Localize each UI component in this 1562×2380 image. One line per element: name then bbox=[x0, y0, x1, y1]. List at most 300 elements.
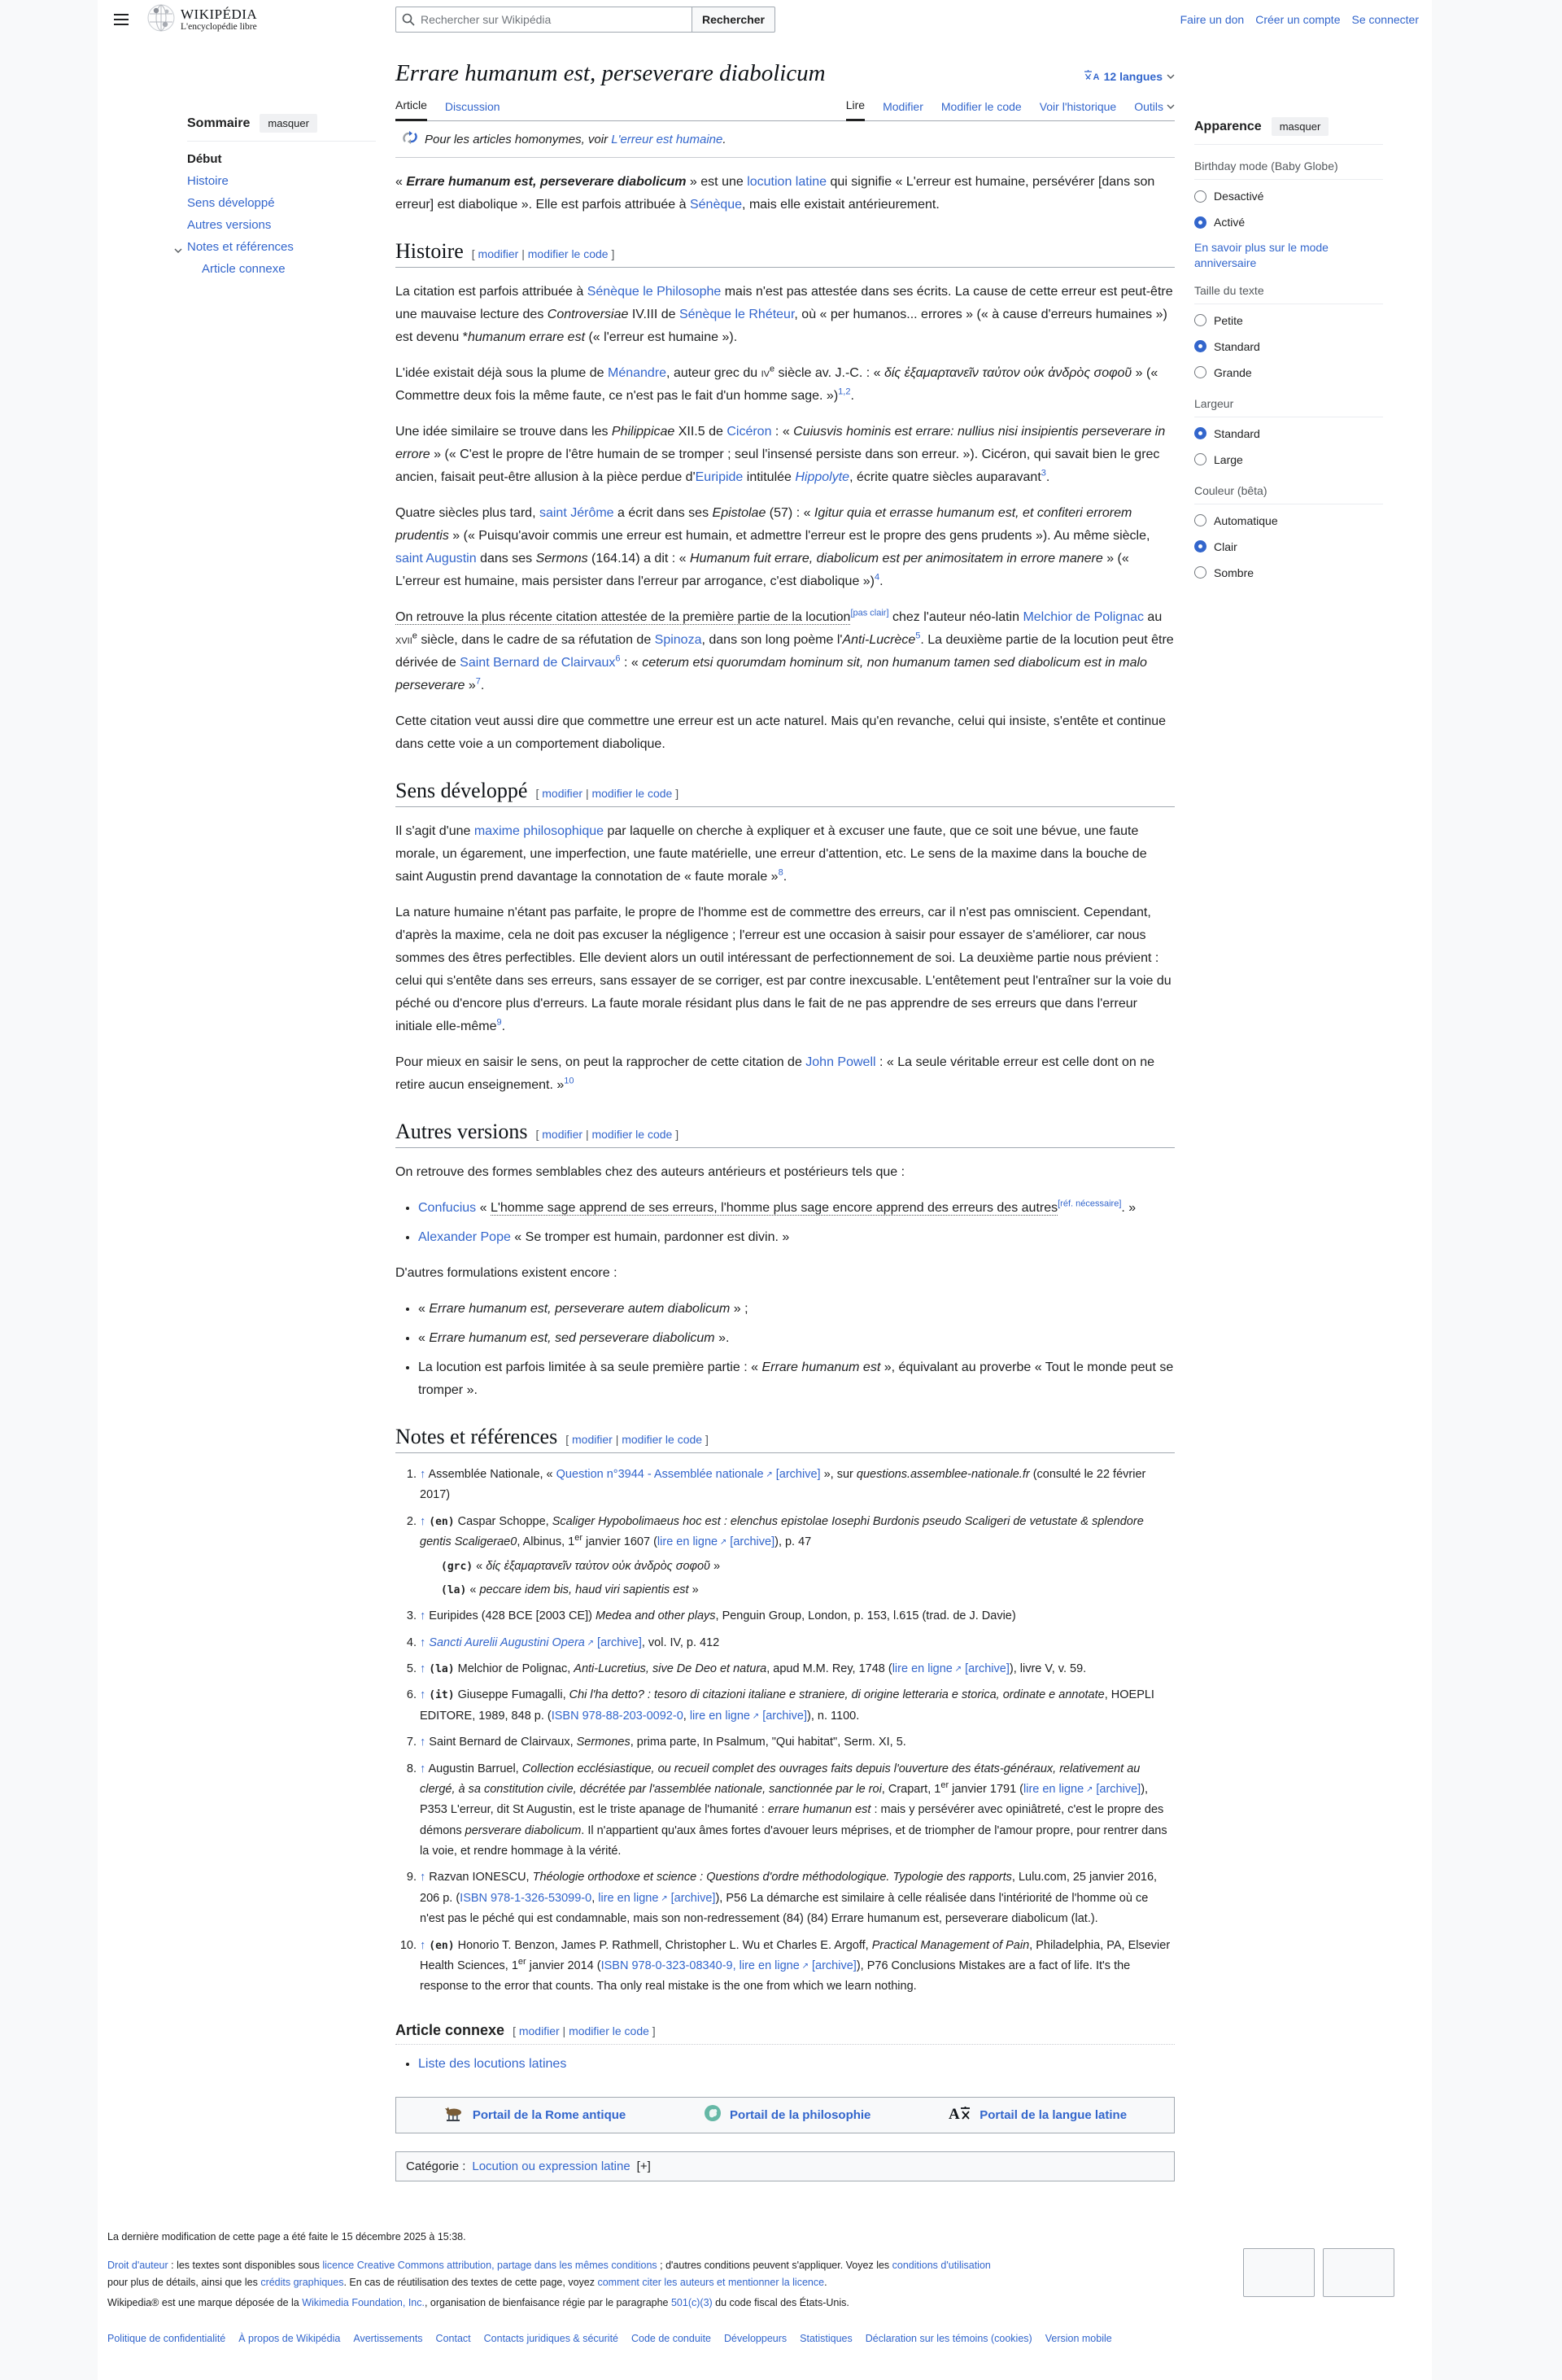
link[interactable]: ISBN 978-1-326-53099-0 bbox=[460, 1891, 592, 1905]
modifier-le-code-link[interactable]: modifier le code bbox=[622, 1433, 703, 1446]
link[interactable]: L'erreur est humaine bbox=[611, 132, 723, 146]
link[interactable]: ISBN 978-0-323-08340-9, lire en ligne bbox=[600, 1959, 800, 1972]
link[interactable]: ↗ bbox=[750, 1711, 760, 1721]
link[interactable]: ↑ bbox=[420, 1736, 430, 1749]
edit-section-links: [ modifier | modifier le code ] bbox=[471, 247, 615, 260]
link[interactable]: ↑ bbox=[420, 1871, 430, 1884]
hatnote bbox=[395, 121, 1175, 158]
text-segment: , bbox=[591, 1891, 599, 1905]
text-segment: , Crapart, 1 bbox=[881, 1782, 941, 1796]
link[interactable]: John Powell bbox=[805, 1055, 876, 1069]
appearance-title: Apparence bbox=[1194, 119, 1262, 133]
reference-item bbox=[420, 1465, 1175, 1506]
list-item bbox=[418, 2053, 1175, 2076]
link[interactable]: maxime philosophique bbox=[473, 824, 604, 838]
link[interactable]: ↗ bbox=[799, 1961, 809, 1971]
link[interactable]: 10 bbox=[564, 1076, 574, 1086]
link[interactable]: [archive] bbox=[1093, 1782, 1141, 1796]
toc-item-debut[interactable]: Début bbox=[187, 152, 222, 166]
link[interactable]: [archive] bbox=[759, 1709, 808, 1723]
link[interactable]: ↑ bbox=[420, 1688, 430, 1702]
link[interactable]: saint Augustin bbox=[395, 552, 477, 566]
wikimedia-foundation-badge[interactable] bbox=[1243, 2248, 1315, 2297]
link[interactable]: Liste des locutions latines bbox=[418, 2056, 567, 2071]
text-segment: Errare humanum est, perseverare autem diabolicum bbox=[429, 1302, 731, 1316]
text-segment: er bbox=[574, 1533, 583, 1544]
text-segment: iv bbox=[761, 366, 770, 380]
reference-item bbox=[420, 1936, 1175, 1998]
text-segment: La nature humaine n'étant pas parfaite, le propre de l'homme est de commettre des erreurs, car il n'est pas omniscient. Cependant, d'après la maxime, cela ne doit pas excuser la négligence ; l'erreur est une occasion à saisir pour essayer de s'améliorer, car nous sommes des êtres perfectibles. Elle devient alors un outil intéressant de perfectionnement de soi. La deuxième partie nous prévient : celui qui s'entête dans ses erreurs, sans essayer de se corriger, est par contre inexcusable. L'entêtement peut l'entraîner sur la voie du péché ou d'encore plus d'erreurs. La faute morale résidant plus dans le fait de ne pas apprendre de ses erreurs que dans l'erreur initiale elle-même bbox=[395, 906, 1172, 1033]
portal-langue-latine[interactable] bbox=[949, 2105, 1127, 2125]
radio-icon[interactable] bbox=[1194, 566, 1206, 579]
link[interactable]: Sancti Aurelii Augustini Opera bbox=[429, 1635, 585, 1649]
text-segment: L'homme sage apprend de ses erreurs, l'homme plus sage encore apprend des erreurs des autres bbox=[490, 1201, 1058, 1215]
link[interactable]: ↗ bbox=[763, 1470, 773, 1479]
authors-list bbox=[395, 1197, 1175, 1249]
text-segment: Pour les articles homonymes, voir bbox=[425, 132, 612, 146]
radio-icon[interactable] bbox=[1194, 366, 1206, 378]
text-segment: » (« Commettre deux fois la même faute, ce n'est pas le fait d'un homme sage. ») bbox=[395, 366, 1158, 403]
reference-item bbox=[420, 1732, 1175, 1753]
text-segment: . Il n'appartient qu'aux âmes fortes d'avouer leurs méprises, et de triompher de l'amour propre, pour rentrer dans la voie, et rendre hommage à la vérité. bbox=[420, 1823, 1167, 1858]
header bbox=[98, 0, 1432, 39]
tab-modifier[interactable]: Modifier bbox=[883, 100, 923, 113]
portal-rome-antique[interactable] bbox=[443, 2105, 626, 2125]
link[interactable]: Saint Bernard de Clairvaux bbox=[460, 656, 616, 670]
link[interactable]: 1,2 bbox=[838, 386, 851, 397]
text-segment: , apud M.M. Rey, 1748 ( bbox=[766, 1662, 892, 1675]
radio-option-large[interactable]: Large bbox=[1194, 447, 1383, 473]
modifier-link[interactable]: modifier bbox=[542, 1128, 583, 1141]
toc-item-article-connexe[interactable]: Article connexe bbox=[202, 262, 286, 276]
logo-subtitle: L'encyclopédie libre bbox=[181, 21, 257, 32]
text-segment: Cuiusvis hominis est errare: nullius nisi insipientis perseverare in errore bbox=[395, 425, 1166, 461]
footer-link-a-propos[interactable]: À propos de Wikipédia bbox=[238, 2332, 341, 2344]
link[interactable]: Ménandre bbox=[608, 366, 667, 380]
link[interactable]: ↗ bbox=[952, 1665, 962, 1674]
text-segment: δίς ἐξαμαρτανεῖν ταὐτον οὐκ ἀνδρὸς σοφοῦ bbox=[486, 1559, 711, 1573]
link[interactable]: [pas clair] bbox=[850, 608, 889, 618]
text-segment: janvier 2014 ( bbox=[526, 1959, 601, 1972]
text-segment: D'autres formulations existent encore : bbox=[395, 1266, 617, 1280]
related-articles-list bbox=[395, 2053, 1175, 2076]
edit-section-links: [ modifier | modifier le code ] bbox=[535, 787, 679, 800]
main-layout bbox=[98, 39, 1432, 2196]
link[interactable]: conditions d'utilisation bbox=[892, 2259, 991, 2271]
group-label-largeur: Largeur bbox=[1194, 386, 1383, 417]
link[interactable]: 6 bbox=[615, 653, 621, 664]
reference-item bbox=[420, 1759, 1175, 1863]
link[interactable]: lire en ligne bbox=[657, 1535, 718, 1549]
chevron-down-icon bbox=[1167, 104, 1175, 110]
text-segment: er bbox=[517, 1957, 526, 1967]
tab-lire[interactable]: Lire bbox=[846, 98, 865, 121]
text-segment: « bbox=[395, 175, 407, 189]
link[interactable]: 9 bbox=[496, 1017, 502, 1028]
text-segment: Assemblée Nationale, « bbox=[428, 1468, 556, 1481]
link[interactable]: 8 bbox=[778, 867, 783, 878]
link[interactable]: [archive] bbox=[808, 1959, 857, 1972]
link[interactable]: 5 bbox=[915, 631, 921, 641]
text-segment: e bbox=[769, 364, 775, 374]
search-input[interactable] bbox=[395, 7, 692, 33]
text-segment: , HOEPLI EDITORE, 1989, 848 p. ( bbox=[420, 1688, 1154, 1723]
link[interactable]: [archive] bbox=[667, 1891, 716, 1905]
toc-title: Sommaire bbox=[187, 116, 251, 130]
text-segment: , dans son long poème l' bbox=[701, 633, 843, 647]
text-segment: Epistolae bbox=[712, 506, 766, 520]
text-segment: . La deuxième partie de la locution peut être dérivée de bbox=[395, 633, 1174, 670]
link[interactable]: Wikimedia Foundation, Inc. bbox=[302, 2297, 425, 2309]
text-segment: chez l'auteur néo-latin bbox=[888, 610, 1023, 624]
radio-option-clair[interactable]: Clair bbox=[1194, 534, 1383, 560]
text-segment: . bbox=[850, 389, 854, 403]
page-container bbox=[98, 0, 1432, 2380]
category-bar bbox=[395, 2151, 1175, 2181]
text-segment: persverare diabolicum bbox=[465, 1823, 582, 1837]
hatnote-text bbox=[425, 133, 726, 146]
link[interactable]: saint Jérôme bbox=[539, 506, 614, 520]
wikipedia-logo[interactable] bbox=[146, 3, 257, 37]
text-segment: « bbox=[418, 1302, 430, 1316]
reference-quote bbox=[441, 1580, 1175, 1600]
link[interactable]: Sénèque bbox=[689, 198, 743, 212]
text-segment: ), P76 Conclusions Mistakes are a fact of life. It's the response to the error that counts. Tha only real mistake is the one from which we learn nothing. bbox=[420, 1959, 1131, 1994]
radio-icon[interactable] bbox=[1194, 427, 1206, 439]
text-segment: « Se tromper est humain, pardonner est divin. » bbox=[510, 1230, 790, 1244]
modifier-link[interactable]: modifier bbox=[478, 247, 519, 260]
footer bbox=[98, 2196, 1432, 2380]
link[interactable]: 7 bbox=[475, 676, 481, 687]
link[interactable]: [réf. nécessaire] bbox=[1058, 1199, 1122, 1209]
tab-bar bbox=[395, 98, 1175, 121]
text-segment: Humanum fuit errare, diabolicum est per animositatem in errore manere bbox=[690, 552, 1103, 566]
reference-item bbox=[420, 1685, 1175, 1727]
text-segment: : « La seule véritable erreur est celle dont on ne retire aucun enseignement. » bbox=[395, 1055, 1154, 1092]
link[interactable]: [archive] bbox=[962, 1662, 1010, 1675]
link[interactable]: ↗ bbox=[658, 1893, 668, 1903]
text-segment: Quatre siècles plus tard, bbox=[395, 506, 539, 520]
text-segment: er bbox=[940, 1780, 949, 1791]
text-segment: Cette citation veut aussi dire que commettre une erreur est un acte naturel. Mais qu'en revanche, celui qui insiste, s'entête et continue dans cette voie a un comportement diabolique. bbox=[395, 714, 1167, 751]
edit-section-links: [ modifier | modifier le code ] bbox=[535, 1128, 679, 1141]
text-segment: Chi l'ha detto? : tesoro di citazioni italiane e straniere, di origine letteraria e storica, ordinate e annotate bbox=[569, 1688, 1105, 1702]
text-segment: » bbox=[465, 679, 476, 692]
language-selector-button[interactable] bbox=[1084, 69, 1175, 87]
references-list bbox=[395, 1465, 1175, 1998]
text-segment: : « bbox=[620, 656, 643, 670]
link[interactable]: Hippolyte bbox=[795, 470, 850, 484]
text-segment: e bbox=[412, 631, 417, 641]
link[interactable]: ↑ bbox=[420, 1514, 430, 1528]
radio-option-automatique[interactable]: Automatique bbox=[1194, 508, 1383, 534]
text-segment: (it) bbox=[429, 1689, 455, 1702]
text-segment: Saint Bernard de Clairvaux, bbox=[429, 1736, 577, 1749]
link[interactable]: ISBN 978-88-203-0092-0 bbox=[551, 1709, 683, 1723]
text-segment: », équivalant au proverbe « Tout le monde peut se tromper ». bbox=[418, 1360, 1174, 1397]
text-segment: Controversiae bbox=[547, 308, 629, 321]
text-segment: (la) bbox=[429, 1663, 455, 1675]
text-segment: « bbox=[473, 1559, 486, 1573]
text-segment: Augustin Barruel, bbox=[428, 1762, 522, 1775]
text-segment: ), n. 1100. bbox=[807, 1709, 860, 1723]
group-label-taille-du-texte: Taille du texte bbox=[1194, 273, 1383, 304]
link[interactable]: [archive] bbox=[772, 1468, 821, 1481]
text-segment: Caspar Schoppe, bbox=[454, 1514, 552, 1528]
radio-option-sombre[interactable]: Sombre bbox=[1194, 560, 1383, 586]
toc-item-sens-developpe[interactable]: Sens développé bbox=[187, 196, 275, 210]
text-segment: Euripides (428 BCE [2003 CE]) bbox=[429, 1609, 596, 1623]
text-segment: . bbox=[722, 132, 726, 146]
modifier-le-code-link[interactable]: modifier le code bbox=[591, 787, 673, 800]
text-segment: , Philadelphia, PA, Elsevier Health Sciences, 1 bbox=[420, 1938, 1171, 1972]
text-segment: « bbox=[466, 1583, 480, 1596]
radio-option-grande[interactable]: Grande bbox=[1194, 360, 1383, 386]
text-segment: . bbox=[879, 574, 884, 588]
text-segment: Une idée similaire se trouve dans les bbox=[395, 425, 612, 439]
portal-label[interactable]: Portail de la Rome antique bbox=[472, 2107, 626, 2122]
text-segment: On retrouve des formes semblables chez des auteurs antérieurs et postérieurs tels que : bbox=[395, 1165, 905, 1179]
toc-item-histoire[interactable]: Histoire bbox=[187, 174, 229, 188]
text-segment: Anti-Lucrèce bbox=[842, 633, 916, 647]
chevron-down-icon[interactable] bbox=[174, 243, 182, 257]
text-segment: janvier 1607 ( bbox=[582, 1535, 657, 1549]
article-content bbox=[395, 39, 1175, 2196]
paragraph bbox=[395, 820, 1175, 889]
text-segment: , où « per humanos... errores » (« à cause d'erreurs humaines ») est devenu * bbox=[395, 308, 1167, 344]
footer-link-avertissements[interactable]: Avertissements bbox=[353, 2332, 423, 2344]
link[interactable]: ↗ bbox=[718, 1538, 727, 1548]
text-segment: , Penguin Group, London, p. 153, l.615 (trad. de J. Davie) bbox=[715, 1609, 1016, 1623]
text-segment: L'idée existait déjà sous la plume de bbox=[395, 366, 608, 380]
paragraph bbox=[395, 421, 1175, 489]
category-link[interactable]: Locution ou expression latine bbox=[472, 2159, 630, 2173]
text-segment: dans ses bbox=[476, 552, 536, 566]
link[interactable]: Confucius bbox=[418, 1201, 477, 1215]
link[interactable]: lire en ligne bbox=[1023, 1782, 1084, 1796]
link[interactable]: [archive] bbox=[726, 1535, 775, 1549]
tab-article[interactable]: Article bbox=[395, 98, 427, 121]
hamburger-menu-icon[interactable] bbox=[107, 6, 135, 33]
appearance-hide-button[interactable]: masquer bbox=[1272, 117, 1329, 136]
link[interactable]: lire en ligne bbox=[892, 1662, 953, 1675]
text-segment: On retrouve la plus récente citation attestée de la première partie de la locution bbox=[395, 610, 851, 624]
text-segment: . bbox=[480, 679, 485, 692]
footer-link-statistiques[interactable]: Statistiques bbox=[800, 2332, 853, 2344]
text-segment: (grc) bbox=[441, 1560, 473, 1573]
list-item bbox=[418, 1226, 1175, 1249]
text-segment: (consulté le 22 février 2017) bbox=[420, 1468, 1146, 1502]
text-segment: (57) : « bbox=[766, 506, 814, 520]
radio-option-active[interactable]: Activé bbox=[1194, 209, 1383, 235]
portal-label[interactable]: Portail de la langue latine bbox=[980, 2107, 1128, 2122]
donate-link[interactable]: Faire un don bbox=[1180, 13, 1245, 26]
link[interactable]: Melchior de Polignac bbox=[1023, 610, 1144, 624]
list-item bbox=[418, 1356, 1175, 1402]
link[interactable]: crédits graphiques bbox=[260, 2277, 344, 2289]
last-modified-text: La dernière modification de cette page a été faite le 15 décembre 2025 à 15:38. bbox=[107, 2230, 466, 2242]
reference-item bbox=[420, 1606, 1175, 1627]
text-segment: au bbox=[1143, 610, 1163, 624]
link[interactable]: Cicéron bbox=[726, 425, 772, 439]
text-segment: (la) bbox=[441, 1583, 467, 1596]
link[interactable]: locution latine bbox=[747, 175, 827, 189]
lead-paragraph bbox=[395, 171, 1175, 216]
link[interactable]: ↑ bbox=[420, 1609, 430, 1623]
link[interactable]: 3 bbox=[1041, 468, 1046, 478]
link[interactable]: lire en ligne bbox=[598, 1891, 659, 1905]
radio-icon[interactable] bbox=[1194, 340, 1206, 352]
radio-option-standard-texte[interactable]: Standard bbox=[1194, 334, 1383, 360]
reference-item bbox=[420, 1659, 1175, 1679]
footer-link-cookies[interactable]: Déclaration sur les témoins (cookies) bbox=[865, 2332, 1032, 2344]
section-heading-article-connexe: Article connexe [ modifier | modifier le code ] bbox=[395, 2022, 1175, 2045]
link[interactable]: comment citer les auteurs et mentionner la licence bbox=[597, 2277, 825, 2289]
search-button[interactable]: Rechercher bbox=[692, 7, 775, 33]
text-segment: Errare humanum est bbox=[761, 1360, 881, 1374]
text-segment: Pour mieux en saisir le sens, on peut la rapprocher de cette citation de bbox=[395, 1055, 806, 1069]
text-segment: ), livre V, v. 59. bbox=[1009, 1662, 1087, 1675]
text-segment: Igitur quia et errasse humanum est, et confiteri errorem prudentis bbox=[395, 506, 1132, 543]
text-segment: a écrit dans ses bbox=[613, 506, 713, 520]
link[interactable]: Euripide bbox=[695, 470, 744, 484]
portal-philosophie[interactable] bbox=[704, 2104, 870, 2126]
link[interactable]: ↗ bbox=[1084, 1784, 1093, 1794]
radio-option-standard-largeur[interactable]: Standard bbox=[1194, 421, 1383, 447]
wikipedia-wordmark bbox=[181, 7, 257, 32]
link[interactable]: 501(c)(3) bbox=[670, 2297, 713, 2309]
footer-link-contact[interactable]: Contact bbox=[435, 2332, 471, 2344]
link[interactable]: Droit d'auteur bbox=[107, 2259, 168, 2271]
text-segment: . bbox=[783, 870, 788, 884]
trademark-text bbox=[107, 2295, 1002, 2312]
link[interactable]: [archive] bbox=[594, 1635, 642, 1649]
footer-link-version-mobile[interactable]: Version mobile bbox=[1045, 2332, 1112, 2344]
modifier-le-code-link[interactable]: modifier le code bbox=[591, 1128, 673, 1141]
section-heading-notes-references: Notes et références [ modifier | modifier le code ] bbox=[395, 1425, 1175, 1453]
reference-item bbox=[420, 1512, 1175, 1601]
modifier-link[interactable]: modifier bbox=[542, 787, 583, 800]
text-segment: Razvan IONESCU, bbox=[429, 1871, 533, 1884]
appearance-panel bbox=[1194, 39, 1422, 2196]
text-segment: IV.III de bbox=[628, 308, 679, 321]
link[interactable]: ↑ bbox=[420, 1938, 430, 1952]
birthday-mode-info-link[interactable]: En savoir plus sur le mode anniversaire bbox=[1194, 241, 1329, 269]
link[interactable]: Spinoza bbox=[654, 633, 702, 647]
text-segment: « bbox=[476, 1201, 491, 1215]
paragraph bbox=[395, 902, 1175, 1038]
text-segment: » (« C'est le propre de l'être humain de se tromper ; seul l'insensé persiste dans son erreur. »). Cicéron, qui savait bien le grec ancien, faisait peut-être allusion à la pièce perdue d' bbox=[395, 448, 1160, 484]
footer-link-juridique[interactable]: Contacts juridiques & sécurité bbox=[483, 2332, 618, 2344]
footer-links bbox=[107, 2330, 1416, 2347]
link[interactable]: Sénèque le Philosophe bbox=[587, 285, 722, 299]
radio-icon[interactable] bbox=[1194, 216, 1206, 229]
text-segment: (en) bbox=[429, 1515, 455, 1528]
radio-icon[interactable] bbox=[1194, 314, 1206, 326]
text-segment: Medea and other plays bbox=[596, 1609, 716, 1623]
link[interactable]: ↗ bbox=[584, 1638, 595, 1648]
text-segment: Giuseppe Fumagalli, bbox=[454, 1688, 569, 1702]
translate-icon bbox=[1084, 69, 1100, 84]
tab-modifier-le-code[interactable]: Modifier le code bbox=[940, 100, 1022, 113]
link[interactable]: ↑ bbox=[420, 1662, 430, 1675]
text-segment: , mais elle existait antérieurement. bbox=[742, 198, 940, 212]
radio-icon[interactable] bbox=[1194, 514, 1206, 526]
link[interactable]: ↑ bbox=[420, 1762, 429, 1775]
wikipedia-globe-icon bbox=[146, 3, 176, 37]
footer-link-developpeurs[interactable]: Développeurs bbox=[724, 2332, 788, 2344]
footer-link-confidentialite[interactable]: Politique de confidentialité bbox=[107, 2332, 226, 2344]
paragraph bbox=[395, 1051, 1175, 1097]
create-account-link[interactable]: Créer un compte bbox=[1255, 13, 1341, 26]
link[interactable]: lire en ligne bbox=[689, 1709, 750, 1723]
portal-label[interactable]: Portail de la philosophie bbox=[730, 2107, 871, 2122]
text-segment: janvier 1791 ( bbox=[949, 1782, 1023, 1796]
modifier-le-code-link[interactable]: modifier le code bbox=[527, 247, 609, 260]
text-segment: : mais y persévérer avec opiniâtreté, c'est le propre des démons bbox=[420, 1803, 1164, 1837]
group-label-couleur: Couleur (bêta) bbox=[1194, 473, 1383, 504]
link[interactable]: Sénèque le Rhéteur bbox=[678, 308, 795, 321]
text-segment: δίς ἐξαμαρτανεῖν ταὐτον οὐκ ἀνδρὸς σοφοῦ bbox=[884, 366, 1132, 380]
radio-option-petite[interactable]: Petite bbox=[1194, 308, 1383, 334]
list-item bbox=[418, 1298, 1175, 1321]
link[interactable]: 4 bbox=[875, 572, 880, 583]
link[interactable]: Question n°3944 - Assemblée nationale bbox=[556, 1468, 764, 1481]
modifier-link[interactable]: modifier bbox=[518, 2024, 560, 2037]
edit-section-links: [ modifier | modifier le code ] bbox=[565, 1433, 709, 1446]
text-segment: » est une bbox=[686, 175, 748, 189]
radio-icon[interactable] bbox=[1194, 540, 1206, 552]
toc-item-autres-versions[interactable]: Autres versions bbox=[187, 218, 272, 232]
text-segment: « bbox=[418, 1331, 430, 1345]
header-user-links bbox=[1178, 13, 1422, 26]
portal-bar bbox=[395, 2097, 1175, 2133]
chevron-down-icon bbox=[1167, 74, 1175, 80]
text-segment: Anti-Lucretius, sive De Deo et natura bbox=[574, 1662, 767, 1675]
link[interactable]: licence Creative Commons attribution, partage dans les mêmes conditions bbox=[322, 2259, 657, 2271]
table-of-contents bbox=[107, 39, 376, 2196]
list-item bbox=[418, 1197, 1175, 1220]
text-segment: La citation est parfois attribuée à bbox=[395, 285, 587, 299]
reference-quote bbox=[441, 1557, 1175, 1577]
list-item bbox=[418, 1327, 1175, 1350]
link[interactable]: Alexander Pope bbox=[418, 1230, 511, 1244]
paragraph bbox=[395, 1161, 1175, 1184]
modifier-le-code-link[interactable]: modifier le code bbox=[569, 2024, 649, 2037]
link[interactable]: ↑ bbox=[420, 1635, 430, 1649]
philosophy-icon bbox=[704, 2104, 722, 2126]
footer-link-code-conduite[interactable]: Code de conduite bbox=[631, 2332, 711, 2344]
text-segment: pour plus de détails, ainsi que les bbox=[107, 2277, 261, 2289]
radio-icon[interactable] bbox=[1194, 190, 1206, 203]
toc-item-notes-references[interactable]: Notes et références bbox=[187, 236, 376, 258]
reference-item bbox=[420, 1867, 1175, 1929]
modifier-link[interactable]: modifier bbox=[572, 1433, 613, 1446]
login-link[interactable]: Se connecter bbox=[1351, 13, 1419, 26]
tab-discussion[interactable]: Discussion bbox=[444, 100, 500, 113]
mediawiki-badge[interactable] bbox=[1323, 2248, 1394, 2297]
paragraph bbox=[395, 502, 1175, 593]
footer-badges bbox=[1243, 2248, 1394, 2297]
link[interactable]: ↑ bbox=[420, 1468, 429, 1481]
radio-icon[interactable] bbox=[1194, 453, 1206, 465]
category-add-button[interactable]: [+] bbox=[636, 2159, 651, 2173]
toc-hide-button[interactable]: masquer bbox=[260, 114, 317, 133]
tab-outils[interactable]: Outils bbox=[1134, 100, 1175, 120]
tab-voir-historique[interactable]: Voir l'historique bbox=[1039, 100, 1117, 113]
text-segment: , prima parte, In Psalmum, "Qui habitat", Serm. XI, 5. bbox=[630, 1736, 906, 1749]
radio-option-desactive[interactable]: Desactivé bbox=[1194, 183, 1383, 209]
